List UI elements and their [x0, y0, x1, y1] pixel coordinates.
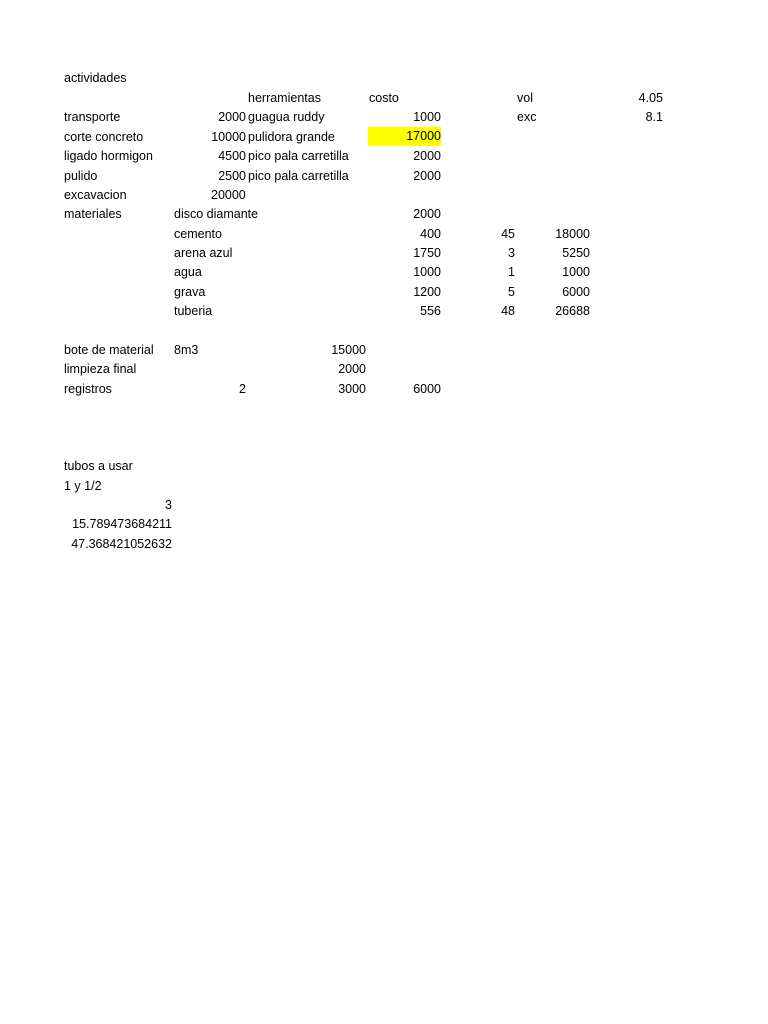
- material-cost[interactable]: 400: [420, 227, 441, 241]
- extra-price[interactable]: 2000: [338, 362, 366, 376]
- extra-name[interactable]: registros: [64, 382, 112, 396]
- activity-tool[interactable]: pico pala carretilla: [248, 149, 349, 163]
- activity-amount[interactable]: 2500: [218, 169, 246, 183]
- activity-cost[interactable]: 2000: [413, 149, 441, 163]
- material-cost[interactable]: 556: [420, 304, 441, 318]
- material-qty[interactable]: 48: [501, 304, 515, 318]
- tubes-value-2[interactable]: 15.789473684211: [72, 517, 172, 531]
- header-herramientas[interactable]: herramientas: [248, 91, 321, 105]
- material-qty[interactable]: 5: [508, 285, 515, 299]
- activity-cost-highlighted[interactable]: 17000: [368, 127, 441, 146]
- activity-tool[interactable]: pico pala carretilla: [248, 169, 349, 183]
- activity-tool[interactable]: pulidora grande: [248, 130, 335, 144]
- material-cost[interactable]: 2000: [413, 207, 441, 221]
- header-costo[interactable]: costo: [369, 91, 399, 105]
- material-total[interactable]: 5250: [562, 246, 590, 260]
- extra-qty[interactable]: 2: [239, 382, 246, 396]
- material-cost[interactable]: 1000: [413, 265, 441, 279]
- material-name[interactable]: agua: [174, 265, 202, 279]
- material-cost[interactable]: 1750: [413, 246, 441, 260]
- material-name[interactable]: cemento: [174, 227, 222, 241]
- activity-name[interactable]: transporte: [64, 110, 121, 124]
- tubes-size[interactable]: 1 y 1/2: [64, 479, 102, 493]
- activity-name[interactable]: excavacion: [64, 188, 127, 202]
- material-total[interactable]: 26688: [555, 304, 590, 318]
- material-total[interactable]: 18000: [555, 227, 590, 241]
- sheet-title[interactable]: actividades: [64, 71, 127, 85]
- activity-cost[interactable]: 2000: [413, 169, 441, 183]
- material-total[interactable]: 6000: [562, 285, 590, 299]
- extra-name[interactable]: limpieza final: [64, 362, 137, 376]
- side-exc-value[interactable]: 8.1: [645, 110, 663, 124]
- material-name[interactable]: grava: [174, 285, 206, 299]
- material-cost[interactable]: 1200: [413, 285, 441, 299]
- activity-name[interactable]: pulido: [64, 169, 98, 183]
- side-exc-label[interactable]: exc: [517, 110, 537, 124]
- tubes-value-3[interactable]: 47.368421052632: [71, 537, 172, 551]
- activity-amount[interactable]: 4500: [218, 149, 246, 163]
- tubes-label[interactable]: tubos a usar: [64, 459, 133, 473]
- side-vol-label[interactable]: vol: [517, 91, 533, 105]
- activity-amount[interactable]: 20000: [211, 188, 246, 202]
- material-qty[interactable]: 3: [508, 246, 515, 260]
- material-name[interactable]: arena azul: [174, 246, 233, 260]
- extra-price[interactable]: 3000: [338, 382, 366, 396]
- activity-name[interactable]: corte concreto: [64, 130, 144, 144]
- material-name[interactable]: disco diamante: [174, 207, 259, 221]
- extra-total[interactable]: 6000: [413, 382, 441, 396]
- materials-label[interactable]: materiales: [64, 207, 122, 221]
- extra-price[interactable]: 15000: [331, 343, 366, 357]
- material-total[interactable]: 1000: [562, 265, 590, 279]
- activity-tool[interactable]: guagua ruddy: [248, 110, 325, 124]
- extra-name[interactable]: bote de material: [64, 343, 154, 357]
- tubes-value-1[interactable]: 3: [165, 498, 172, 512]
- material-qty[interactable]: 45: [501, 227, 515, 241]
- activity-cost[interactable]: 1000: [413, 110, 441, 124]
- material-name[interactable]: tuberia: [174, 304, 213, 318]
- activity-amount[interactable]: 10000: [211, 130, 246, 144]
- activity-amount[interactable]: 2000: [218, 110, 246, 124]
- material-qty[interactable]: 1: [508, 265, 515, 279]
- activity-name[interactable]: ligado hormigon: [64, 149, 153, 163]
- side-vol-value[interactable]: 4.05: [638, 91, 663, 105]
- extra-note[interactable]: 8m3: [174, 343, 199, 357]
